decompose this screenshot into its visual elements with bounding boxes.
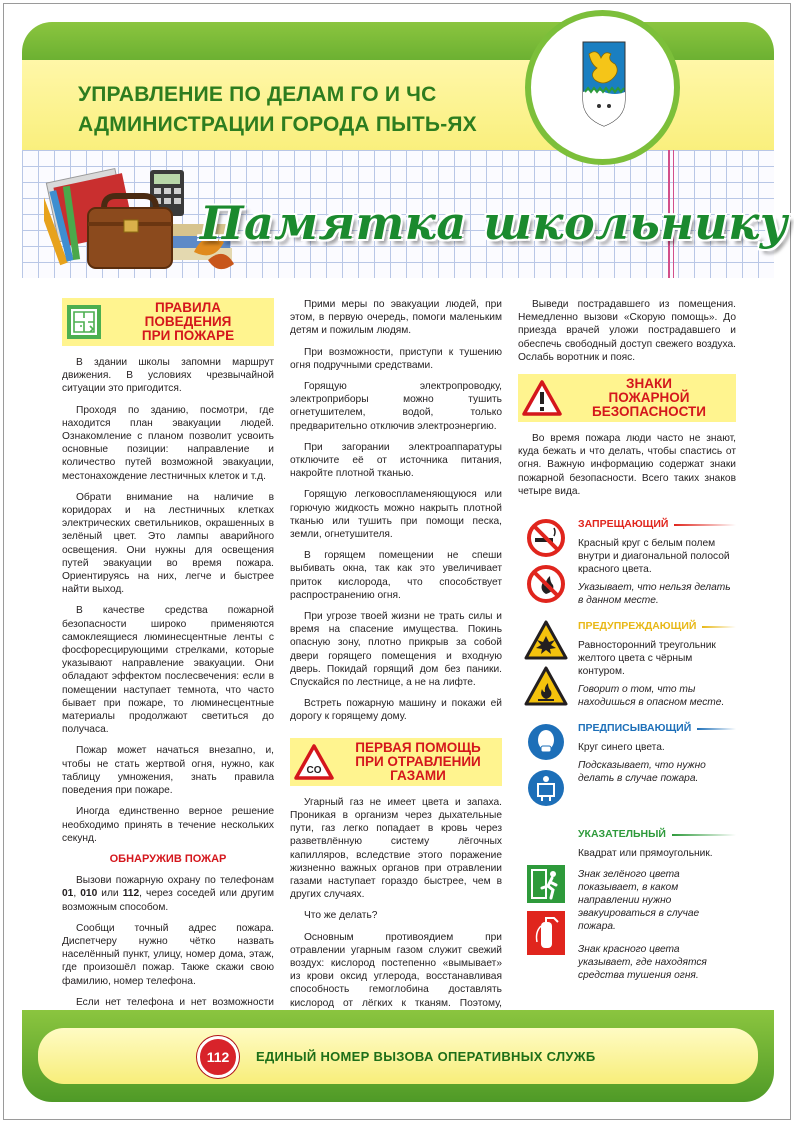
city-coat-of-arms-icon	[581, 40, 627, 128]
section-title-line: ПРИ ПОЖАРЕ	[141, 328, 235, 343]
sign-category-title	[578, 620, 736, 633]
category-line	[697, 728, 736, 730]
sign-italic-text: Подсказывает, что нужно делать в случае пожара.	[578, 760, 706, 785]
paragraph-phone-numbers	[62, 874, 274, 914]
sign-icons	[518, 828, 574, 962]
sign-warning	[518, 620, 736, 712]
sign-description	[574, 828, 736, 982]
section-title-line: ПРИ ОТРАВЛЕНИИ	[355, 753, 481, 769]
paragraph: Основным противоядием при отравлении угарным газом служит свежий воздух: кислород постепенно «вымывает» из крови оксид углерода, восстанавливая способность гемоглобина доставлять кислород от лёгких к тканям. Поэтому,	[290, 931, 502, 1009]
memo-title: Памятка школьнику	[200, 196, 788, 250]
sign-prohibiting	[518, 518, 736, 610]
emergency-number-badge: 112	[197, 1036, 239, 1078]
text-fragment: или	[97, 888, 123, 900]
phone-number: 010	[80, 888, 98, 900]
co-label: CO	[306, 764, 322, 776]
sign-mandatory	[518, 722, 736, 814]
paragraph: В здании школы запомни маршрут движения. В условиях чрезвычайной ситуации это пригодится.	[62, 357, 274, 395]
sign-italic-text: Говорит о том, что ты находишься в опасном месте.	[578, 684, 725, 709]
text-fragment: Вызови пожарную охрану по телефонам	[76, 875, 274, 887]
organization-title	[78, 80, 528, 140]
paragraph: Обрати внимание на наличие в коридорах и на лестничных клетках электрических светильников, окрашенных в зелёный цвет. Это лампы аварийного освещения. Они нужны для освещения путей эвакуации во время пожара. Ориентируясь на них, легче и быстрее найти выход.	[62, 491, 274, 596]
warning-exclamation-icon	[522, 380, 562, 416]
explosive-warning-icon	[524, 620, 568, 660]
paragraph: Горящую легковоспламеняющуюся или горючую жидкость можно накрыть плотной тканью или тушить при помощи песка, земли, огнетушителя.	[290, 489, 502, 541]
sign-category-label: ПРЕДПИСЫВАЮЩИЙ	[578, 722, 692, 735]
sign-italic-text: Знак зелёного цвета показывает, в каком направлении нужно эвакуироваться в случае пожара.	[578, 869, 700, 933]
paragraph: Выведи пострадавшего из помещения. Немедленно вызови «Скорую помощь». До приезда врачей уложи пострадавшего и обеспечь свободный доступ свежего воздуха. Ослабь воротник и пояс.	[518, 299, 736, 363]
paragraph: В горящем помещении не спеши выбивать окна, так как это увеличивает приток кислорода, что способствует распространению огня.	[290, 550, 502, 601]
co-warning-triangle-icon	[294, 744, 334, 780]
paragraph: Если нет телефона и нет возможности	[76, 996, 274, 1008]
paragraph: Встреть пожарную машину и покажи ей дорогу к горящему дому.	[290, 698, 502, 723]
no-open-flame-icon	[526, 564, 566, 604]
paragraph: При возможности, приступи к тушению огня подручными средствами.	[290, 346, 502, 371]
sign-directional	[518, 828, 736, 982]
section-title-fire-rules	[106, 301, 270, 343]
sign-italic-text: Указывает, что нельзя делать в данном месте.	[578, 582, 731, 607]
paragraph: В качестве средства пожарной безопасности широко применяются самоклеящиеся люминесцентные ленты с фосфоресцирующими стрелками, которые указывают направление эвакуации. Они обладают эффектом послесвечения: если в помещении наступает темнота, что часто бывает при пожаре, то люминесцентные материалы продолжают светиться до получаса.	[62, 605, 274, 736]
organization-title-line1: УПРАВЛЕНИЕ ПО ДЕЛАМ ГО И ЧС	[78, 83, 437, 106]
organization-title-line2: АДМИНИСТРАЦИИ ГОРОДА ПЫТЬ-ЯХ	[78, 113, 477, 136]
paragraph: Проходя по зданию, посмотри, где находится план эвакуации людей. Ознакомление с планом позволит усвоить основные позиции: направление и количество путей возможной эвакуации, местонахождение лестничных клеток и т.д.	[62, 404, 274, 482]
sign-category-label: ПРЕДУПРЕЖДАЮЩИЙ	[578, 620, 697, 633]
sign-category-label: ЗАПРЕЩАЮЩИЙ	[578, 518, 669, 531]
paragraph: Пожар может начаться внезапно, и, чтобы не стать жертвой огня, нужно, как таблицу умножения, знать правила поведения при пожаре.	[62, 745, 274, 797]
section-title-line: БЕЗОПАСНОСТИ	[592, 404, 706, 420]
paragraph: Во время пожара люди часто не знают, куда бежать и что делать, чтобы спастись от огня. Важную информацию содержат знаки пожарной безопасности. Всего таких знаков четыре вида.	[518, 433, 736, 497]
section-title-line: ПОВЕДЕНИЯ	[144, 314, 232, 329]
sign-description	[574, 518, 736, 607]
sign-category-title	[578, 828, 736, 841]
section-title-line: ГАЗАМИ	[390, 767, 446, 783]
paragraph: При загорании электроаппаратуры отключите её от источника питания, накройте плотной тканью.	[290, 441, 502, 480]
paragraph: Что же делать?	[304, 910, 378, 922]
paragraph: Горящую электропроводку, электроприборы можно тушить огнетушителем, водой, только предварительно отключив электроэнергию.	[290, 381, 502, 432]
evacuation-plan-icon	[66, 304, 102, 340]
sign-plain-text: Красный круг с белым полем внутри и диагональной полосой красного цвета.	[578, 538, 730, 576]
section-title-line: ПРАВИЛА	[155, 300, 221, 315]
sign-plain-text: Круг синего цвета.	[578, 742, 665, 754]
category-line	[672, 834, 736, 836]
section-title-safety-signs	[566, 377, 732, 419]
section-header-safety-signs	[518, 374, 736, 422]
fire-extinguisher-icon	[526, 910, 566, 956]
sign-description	[574, 620, 736, 709]
sign-italic-text: Знак красного цвета указывает, где находятся средства тушения огня.	[578, 944, 707, 982]
text-fragment: ,	[73, 888, 81, 900]
section-title-line: ПЕРВАЯ ПОМОЩЬ	[355, 739, 481, 755]
sign-plain-text: Равносторонний треугольник желтого цвета с чёрным контуром.	[578, 640, 716, 678]
sign-category-title	[578, 518, 736, 531]
section-title-line: ПОЖАРНОЙ	[608, 390, 690, 406]
column-fire-rules	[62, 298, 274, 1070]
section-header-gas-poisoning	[290, 738, 502, 786]
sign-icons	[518, 722, 574, 814]
section-title-gas-poisoning	[338, 741, 498, 783]
no-smoking-icon	[526, 518, 566, 558]
sign-icons	[518, 620, 574, 712]
flammable-warning-icon	[524, 666, 568, 706]
paragraph: Сообщи точный адрес пожара. Диспетчеру нужно чётко назвать населённый пункт, улицу, номер дома, этаж, где произошёл пожар. Также скажи свою фамилию, номер телефона.	[62, 922, 274, 987]
column-safety-signs	[518, 298, 736, 988]
wear-respirator-icon	[526, 722, 566, 762]
phone-number: 112	[122, 888, 140, 900]
use-fire-blanket-icon	[526, 768, 566, 808]
sign-description	[574, 722, 736, 785]
emergency-exit-icon	[526, 864, 566, 904]
footer-text: ЕДИНЫЙ НОМЕР ВЫЗОВА ОПЕРАТИВНЫХ СЛУЖБ	[256, 1049, 596, 1064]
sign-icons	[518, 518, 574, 610]
paragraph: Угарный газ не имеет цвета и запаха. Проникая в организм через дыхательные пути, газ легко попадает в кровь через разветвлённую систему лёгочных капилляров, вследствие этого поражение жизненно важных органов при отравлении газами наступает гораздо быстрее, чем в других случаях.	[290, 796, 502, 901]
section-header-fire-rules	[62, 298, 274, 346]
paragraph: Прими меры по эвакуации людей, при этом, в первую очередь, помоги маленьким детям и пожилым людям.	[290, 299, 502, 337]
paragraph: При угрозе твоей жизни не трать силы и время на спасение имущества. Покинь опасную зону, плотно прикрыв за собой двери горящего помещения и входную дверь. Покидай горящий дом без паники. Спускайся по лестнице, а не на лифте.	[290, 611, 502, 689]
sign-plain-text: Квадрат или прямоугольник.	[578, 848, 713, 860]
paragraph: Иногда единственно верное решение необходимо принять в течение нескольких секунд.	[62, 806, 274, 844]
phone-number: 01	[62, 888, 74, 900]
column-fire-actions	[290, 298, 502, 1044]
sign-category-title	[578, 722, 736, 735]
section-title-line: ЗНАКИ	[626, 376, 672, 392]
subheading-on-fire: ОБНАРУЖИВ ПОЖАР	[109, 852, 227, 865]
sign-category-label: УКАЗАТЕЛЬНЫЙ	[578, 828, 666, 841]
category-line	[702, 626, 736, 628]
category-line	[674, 524, 736, 526]
text-fragment: , через соседей или другим возможным способом.	[62, 888, 274, 913]
